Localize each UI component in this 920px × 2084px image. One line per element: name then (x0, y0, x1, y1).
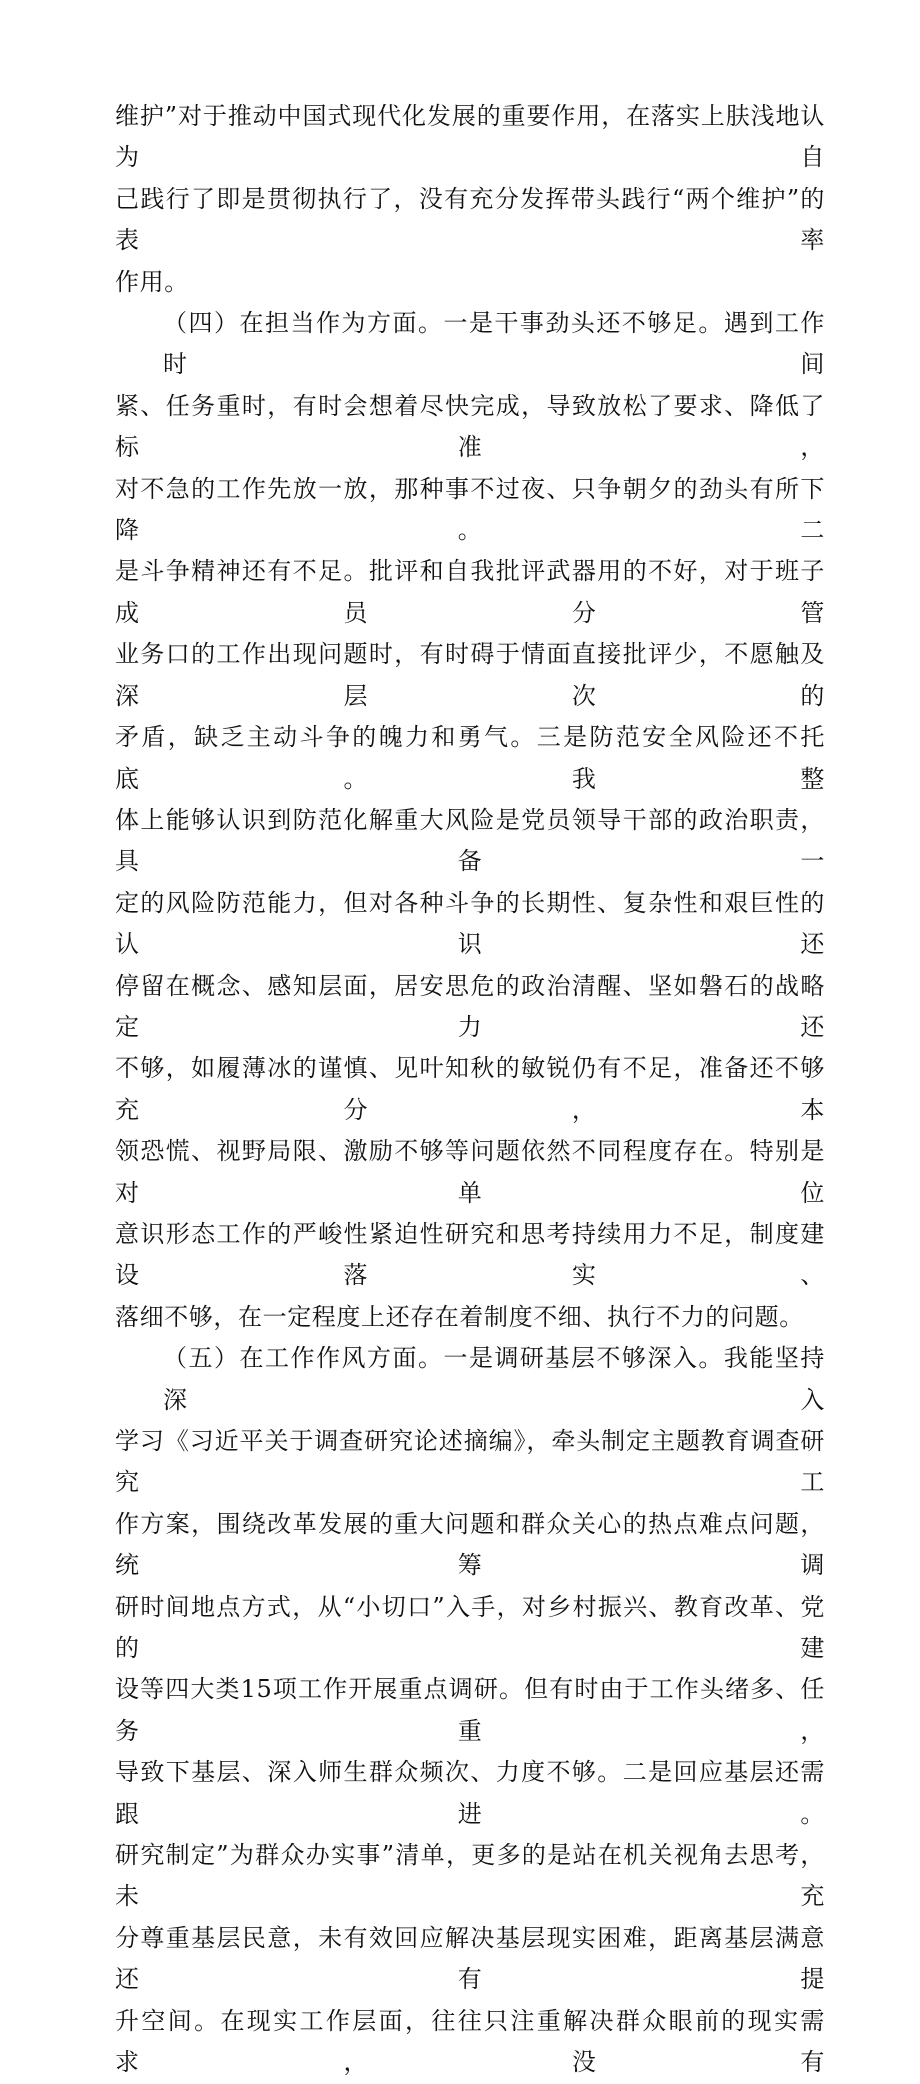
paragraph-continuation (115, 96, 825, 303)
body-text (115, 96, 825, 2084)
text-line: （四）在担当作为方面。一是干事劲头还不够足。遇到工作时间 (163, 309, 825, 379)
text-line: 紧、任务重时，有时会想着尽快完成，导致放松了要求、降低了标准， (115, 391, 825, 462)
text-line: 意识形态工作的严峻性紧迫性研究和思考持续用力不足，制度建设落实、 (115, 1219, 825, 1290)
text-line: 体上能够认识到防范化解重大风险是党员领导干部的政治职责，具备一 (115, 805, 825, 876)
text-line: 分尊重基层民意，未有效回应解决基层现实困难，距离基层满意还有提 (115, 1923, 825, 1994)
text-line: 是斗争精神还有不足。批评和自我批评武器用的不好，对于班子成员分管 (115, 557, 825, 627)
text-line: （五）在工作作风方面。一是调研基层不够深入。我能坚持深入 (163, 1344, 825, 1414)
text-line: 领恐慌、视野局限、激励不够等问题依然不同程度存在。特别是对单位 (115, 1137, 825, 1207)
paragraph-responsibility (115, 303, 825, 1338)
text-line: 研时间地点方式，从“小切口”入手，对乡村振兴、教育改革、党的建 (115, 1592, 825, 1663)
text-line: 导致下基层、深入师生群众频次、力度不够。二是回应基层还需跟进。 (115, 1758, 825, 1828)
text-line: 矛盾，缺乏主动斗争的魄力和勇气。三是防范安全风险还不托底。我整 (115, 723, 825, 793)
text-line: 学习《习近平关于调查研究论述摘编》，牵头制定主题教育调查研究工 (115, 1427, 825, 1497)
text-line: 不够，如履薄冰的谨慎、见叶知秋的敏锐仍有不足，准备还不够充分，本 (115, 1054, 825, 1124)
paragraph-work-style (115, 1338, 825, 2083)
text-line: 作用。 (115, 267, 189, 296)
text-line: 研究制定”为群众办实事”清单，更多的是站在机关视角去思考，未充 (115, 1841, 825, 1911)
text-line: 业务口的工作出现问题时，有时碍于情面直接批评少，不愿触及深层次的 (115, 640, 825, 710)
text-line: 对不急的工作先放一放，那种事不过夜、只争朝夕的劲头有所下降。二 (115, 474, 825, 545)
text-line: 己践行了即是贯彻执行了，没有充分发挥带头践行“两个维护”的表率 (115, 184, 825, 255)
text-line: 维护”对于推动中国式现代化发展的重要作用，在落实上肤浅地认为自 (115, 102, 825, 172)
text-line: 作方案，围绕改革发展的重大问题和群众关心的热点难点问题，统筹调 (115, 1509, 825, 1580)
text-line: 设等四大类15项工作开展重点调研。但有时由于工作头绪多、任务重， (115, 1675, 825, 1745)
text-line: 升空间。在现实工作层面，往往只注重解决群众眼前的现实需求，没有 (115, 2006, 825, 2077)
text-line: 定的风险防范能力，但对各种斗争的长期性、复杂性和艰巨性的认识还 (115, 888, 825, 959)
text-line: 停留在概念、感知层面，居安思危的政治清醒、坚如磐石的战略定力还 (115, 971, 825, 1041)
text-line: 落细不够，在一定程度上还存在着制度不细、执行不力的问题。 (115, 1302, 804, 1331)
